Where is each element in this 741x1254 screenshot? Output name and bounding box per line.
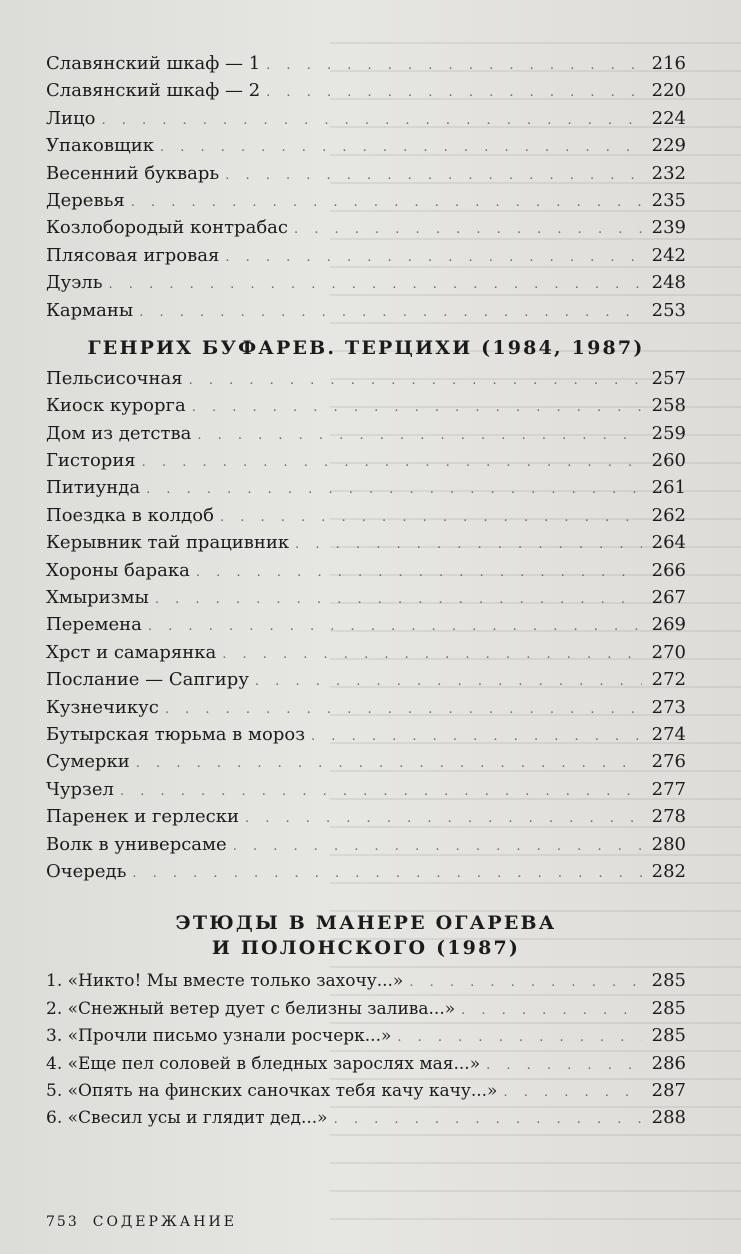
toc-entry (46, 858, 686, 885)
toc-entry (46, 831, 686, 858)
dot-leader (486, 1052, 642, 1079)
toc-entry-page: 224 (651, 107, 686, 129)
toc-entry-title: Очередь (46, 860, 127, 882)
toc-entry (46, 297, 686, 324)
toc-entry (46, 214, 686, 241)
toc-entry (46, 365, 686, 392)
toc-entry-title: Послание — Сапгиру (46, 669, 249, 691)
dot-leader (189, 367, 642, 394)
dot-leader (294, 216, 642, 243)
toc-entry-title: Перемена (46, 614, 142, 636)
toc-entry (46, 420, 686, 447)
toc-entry (46, 694, 686, 721)
dot-leader (136, 750, 642, 777)
toc-entry (46, 392, 686, 419)
toc-entry-title: Киоск курорга (46, 395, 186, 417)
toc-entry-page: 258 (651, 395, 686, 417)
dot-leader (334, 1106, 642, 1133)
dot-leader (311, 723, 642, 750)
dot-leader (139, 299, 642, 326)
toc-entry-page: 285 (651, 997, 686, 1019)
dot-leader (101, 107, 642, 134)
dot-leader (196, 559, 642, 586)
dot-leader (225, 244, 642, 271)
toc-entry (46, 557, 686, 584)
toc-entry-title: Хрст и самарянка (46, 641, 217, 663)
toc-entry-title: Дуэль (46, 272, 103, 294)
dot-leader (155, 586, 642, 613)
toc-entry (46, 529, 686, 556)
toc-entry-title: Чурзел (46, 778, 114, 800)
toc-entry (46, 803, 686, 830)
toc-entry-page: 274 (651, 723, 686, 745)
toc-entry-title: Лицо (46, 107, 96, 129)
toc-entry-title: Гистория (46, 450, 136, 472)
dot-leader (131, 189, 642, 216)
toc-entry-page: 235 (651, 189, 686, 211)
toc-entry-page: 257 (651, 367, 686, 389)
toc-entry (46, 995, 686, 1022)
toc-entry-page: 270 (651, 641, 686, 663)
toc-entry-title: Плясовая игровая (46, 244, 220, 266)
toc-entry-title: Хороны барака (46, 559, 190, 581)
toc-entry-title: Сумерки (46, 751, 130, 773)
dot-leader (225, 162, 642, 189)
toc-entry-title: Пельсисочная (46, 367, 183, 389)
toc-entry-page: 260 (651, 450, 686, 472)
toc-entry-page: 232 (651, 162, 686, 184)
toc-entry-page: 242 (651, 244, 686, 266)
toc-entry-page: 266 (651, 559, 686, 581)
footer-page-number: 753 (46, 1214, 79, 1230)
section-heading-bufarev: ГЕНРИХ БУФАРЕВ. ТЕРЦИХИ (1984, 1987) (87, 336, 645, 359)
dot-leader (142, 449, 642, 476)
toc-entry-page: 248 (651, 272, 686, 294)
toc-entry-page: 285 (651, 1025, 686, 1047)
toc-list-top (46, 50, 686, 324)
toc-entry-title: 2. «Снежный ветер дует с белизны залива...» (46, 998, 456, 1019)
toc-entry (46, 132, 686, 159)
dot-leader (148, 613, 642, 640)
toc-entry (46, 105, 686, 132)
toc-entry (46, 721, 686, 748)
toc-entry (46, 611, 686, 638)
toc-entry (46, 50, 686, 77)
toc-entry (46, 242, 686, 269)
footer-label: СОДЕРЖАНИЕ (92, 1214, 237, 1230)
toc-entry-title: Хмыризмы (46, 587, 149, 609)
dot-leader (132, 860, 642, 887)
toc-entry (46, 666, 686, 693)
dot-leader (295, 531, 642, 558)
toc-entry-title: Деревья (46, 189, 125, 211)
toc-entry-title: Питиунда (46, 477, 141, 499)
toc-entry-page: 261 (651, 477, 686, 499)
toc-entry-page: 273 (651, 696, 686, 718)
toc-entry-page: 282 (651, 860, 686, 882)
toc-list-etudes (46, 967, 686, 1131)
dot-leader (255, 668, 642, 695)
dot-leader (160, 134, 642, 161)
toc-entry-page: 229 (651, 135, 686, 157)
section-heading-line1: ЭТЮДЫ В МАНЕРЕ ОГАРЕВА (175, 912, 557, 935)
toc-entry-page: 286 (651, 1052, 686, 1074)
dot-leader (266, 52, 642, 79)
dot-leader (120, 778, 642, 805)
toc-entry-page: 264 (651, 532, 686, 554)
toc-entry (46, 1050, 686, 1077)
toc-entry (46, 269, 686, 296)
toc-entry-title: 5. «Опять на финских саночках тебя качу качу...» (46, 1080, 498, 1101)
toc-entry (46, 77, 686, 104)
toc-entry-page: 280 (651, 833, 686, 855)
toc-entry-page: 216 (651, 53, 686, 74)
toc-entry-page: 277 (651, 778, 686, 800)
toc-entry-page: 262 (651, 504, 686, 526)
toc-entry-title: Козлобородый контрабас (46, 217, 288, 239)
toc-entry-title: Дом из детства (46, 422, 192, 444)
dot-leader (461, 997, 642, 1024)
dot-leader (192, 394, 642, 421)
toc-entry-title: Славянский шкаф — 2 (46, 80, 261, 102)
toc-entry-page: 267 (651, 587, 686, 609)
toc-entry-title: Паренек и герлески (46, 806, 239, 828)
toc-entry-title: Упаковщик (46, 135, 154, 157)
toc-entry-page: 269 (651, 614, 686, 636)
dot-leader (165, 696, 642, 723)
toc-entry-page: 253 (651, 299, 686, 321)
toc-entry-page: 220 (651, 80, 686, 102)
toc-entry-page: 285 (651, 970, 686, 992)
dot-leader (245, 805, 642, 832)
toc-entry (46, 748, 686, 775)
toc-entry-title: Бутырская тюрьма в мороз (46, 723, 306, 745)
toc-entry (46, 160, 686, 187)
toc-entry (46, 447, 686, 474)
toc-entry (46, 639, 686, 666)
dot-leader (197, 422, 642, 449)
toc-entry-page: 287 (651, 1079, 686, 1101)
toc-entry-title: Поездка в колдоб (46, 504, 214, 526)
toc-entry (46, 502, 686, 529)
toc-list-bufarev (46, 365, 686, 885)
toc-entry-title: 4. «Еще пел соловей в бледных зарослях мая...» (46, 1053, 481, 1074)
dot-leader (409, 969, 642, 996)
dot-leader (503, 1079, 642, 1106)
dot-leader (146, 476, 642, 503)
toc-entry-title: 6. «Свесил усы и глядит дед...» (46, 1108, 328, 1129)
dot-leader (222, 641, 642, 668)
toc-entry-title: Керывник тай працивник (46, 532, 290, 554)
toc-entry (46, 967, 686, 994)
toc-entry (46, 776, 686, 803)
toc-entry-title: Славянский шкаф — 1 (46, 53, 261, 74)
section-heading-line2: И ПОЛОНСКОГО (1987) (211, 937, 521, 960)
toc-entry-title: Волк в универсаме (46, 833, 227, 855)
toc-entry (46, 1104, 686, 1131)
toc-entry-title: 1. «Никто! Мы вместе только захочу...» (46, 971, 404, 992)
page-footer (46, 1214, 237, 1230)
toc-entry-page: 239 (651, 217, 686, 239)
dot-leader (233, 833, 642, 860)
toc-entry (46, 474, 686, 501)
toc-entry-title: Карманы (46, 299, 134, 321)
dot-leader (266, 79, 642, 106)
toc-entry-page: 288 (651, 1107, 686, 1129)
dot-leader (220, 504, 642, 531)
toc-entry (46, 1022, 686, 1049)
toc-entry-page: 272 (651, 669, 686, 691)
toc-entry (46, 187, 686, 214)
dot-leader (109, 271, 642, 298)
toc-entry-page: 278 (651, 806, 686, 828)
dot-leader (397, 1024, 642, 1051)
toc-entry (46, 584, 686, 611)
toc-entry-title: Весенний букварь (46, 162, 220, 184)
toc-entry-page: 276 (651, 751, 686, 773)
section-heading-etudes (46, 911, 686, 961)
toc-page (46, 50, 686, 1132)
toc-entry (46, 1077, 686, 1104)
toc-entry-title: Кузнечикус (46, 696, 159, 718)
toc-entry-title: 3. «Прочли письмо узнали росчерк...» (46, 1026, 392, 1047)
toc-entry-page: 259 (651, 422, 686, 444)
